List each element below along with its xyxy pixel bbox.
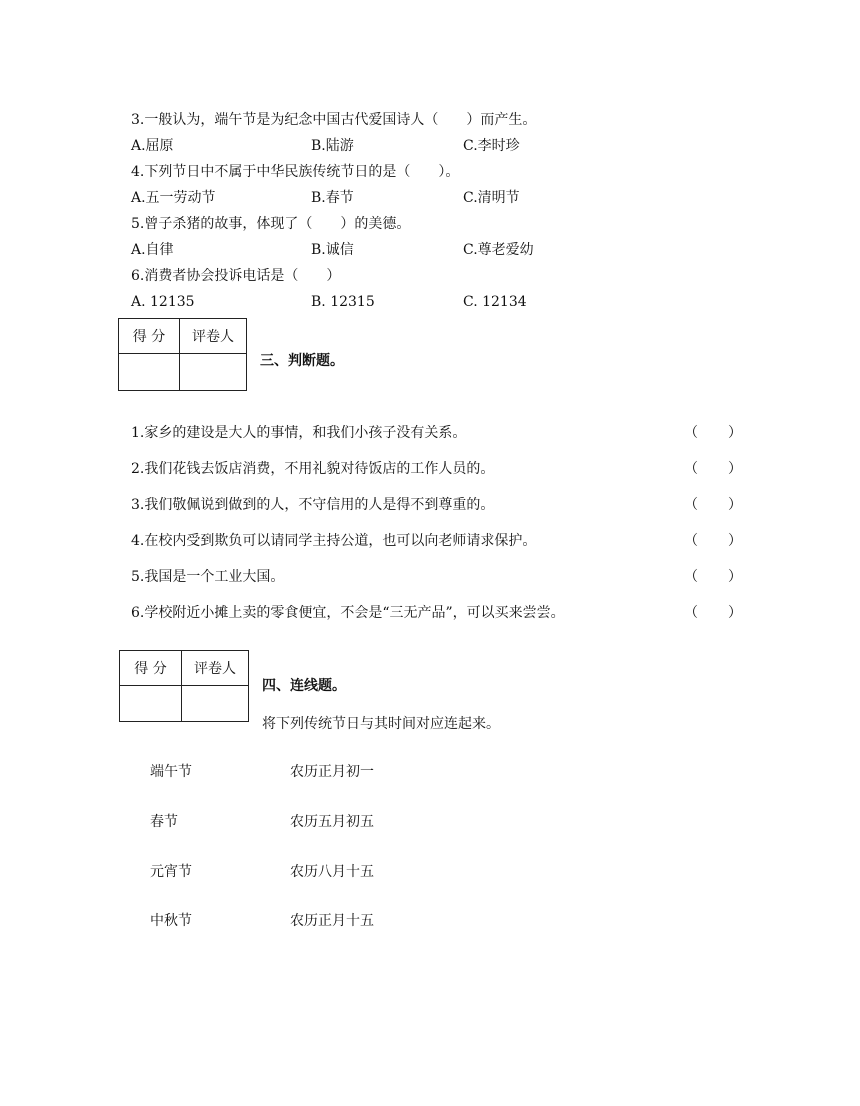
- judgment-item: 6.学校附近小摊上卖的零食便宜，不会是“三无产品”，可以买来尝尝。: [131, 605, 565, 621]
- grader-cell[interactable]: [180, 354, 247, 391]
- festival-item[interactable]: 元宵节: [150, 864, 192, 880]
- option-a: A. 12135: [131, 294, 195, 310]
- section-instruction: 将下列传统节日与其时间对应连起来。: [262, 716, 500, 732]
- festival-item[interactable]: 中秋节: [150, 913, 192, 929]
- option-a: A.屈原: [131, 138, 174, 154]
- question-stem: 5.曾子杀猪的故事，体现了（ ）的美德。: [131, 216, 411, 232]
- option-c: C.清明节: [463, 190, 520, 206]
- answer-bracket[interactable]: （ ）: [684, 461, 742, 477]
- question-stem: 3.一般认为，端午节是为纪念中国古代爱国诗人（ ）而产生。: [131, 112, 537, 128]
- score-box: [118, 318, 247, 391]
- option-c: C.李时珍: [463, 138, 520, 154]
- score-label: 得 分: [120, 651, 182, 686]
- grader-label: 评卷人: [182, 651, 249, 686]
- festival-item[interactable]: 春节: [150, 814, 178, 830]
- option-b: B.春节: [311, 190, 354, 206]
- answer-bracket[interactable]: （ ）: [684, 497, 742, 513]
- answer-bracket[interactable]: （ ）: [684, 533, 742, 549]
- option-a: A.自律: [131, 242, 174, 258]
- option-b: B.陆游: [311, 138, 354, 154]
- grader-label: 评卷人: [180, 319, 247, 354]
- section-title: 四、连线题。: [262, 678, 346, 694]
- answer-bracket[interactable]: （ ）: [684, 425, 742, 441]
- option-a: A.五一劳动节: [131, 190, 216, 206]
- judgment-item: 4.在校内受到欺负可以请同学主持公道，也可以向老师请求保护。: [131, 533, 537, 549]
- judgment-item: 5.我国是一个工业大国。: [131, 569, 285, 585]
- festival-item[interactable]: 端午节: [150, 764, 192, 780]
- grader-cell[interactable]: [182, 686, 249, 722]
- option-b: B.诚信: [311, 242, 354, 258]
- date-item[interactable]: 农历正月初一: [290, 764, 374, 780]
- judgment-item: 1.家乡的建设是大人的事情，和我们小孩子没有关系。: [131, 425, 467, 441]
- section-title: 三、判断题。: [260, 353, 344, 369]
- option-c: C. 12134: [463, 294, 527, 310]
- answer-bracket[interactable]: （ ）: [684, 605, 742, 621]
- judgment-item: 2.我们花钱去饭店消费，不用礼貌对待饭店的工作人员的。: [131, 461, 495, 477]
- answer-bracket[interactable]: （ ）: [684, 569, 742, 585]
- score-cell[interactable]: [120, 686, 182, 722]
- option-c: C.尊老爱幼: [463, 242, 534, 258]
- judgment-item: 3.我们敬佩说到做到的人，不守信用的人是得不到尊重的。: [131, 497, 495, 513]
- score-box: [119, 650, 249, 722]
- question-stem: 6.消费者协会投诉电话是（ ）: [131, 268, 341, 284]
- option-b: B. 12315: [311, 294, 375, 310]
- question-stem: 4.下列节日中不属于中华民族传统节日的是（ ）。: [131, 164, 460, 180]
- date-item[interactable]: 农历五月初五: [290, 814, 374, 830]
- score-label: 得 分: [119, 319, 180, 354]
- date-item[interactable]: 农历正月十五: [290, 913, 374, 929]
- date-item[interactable]: 农历八月十五: [290, 864, 374, 880]
- score-cell[interactable]: [119, 354, 180, 391]
